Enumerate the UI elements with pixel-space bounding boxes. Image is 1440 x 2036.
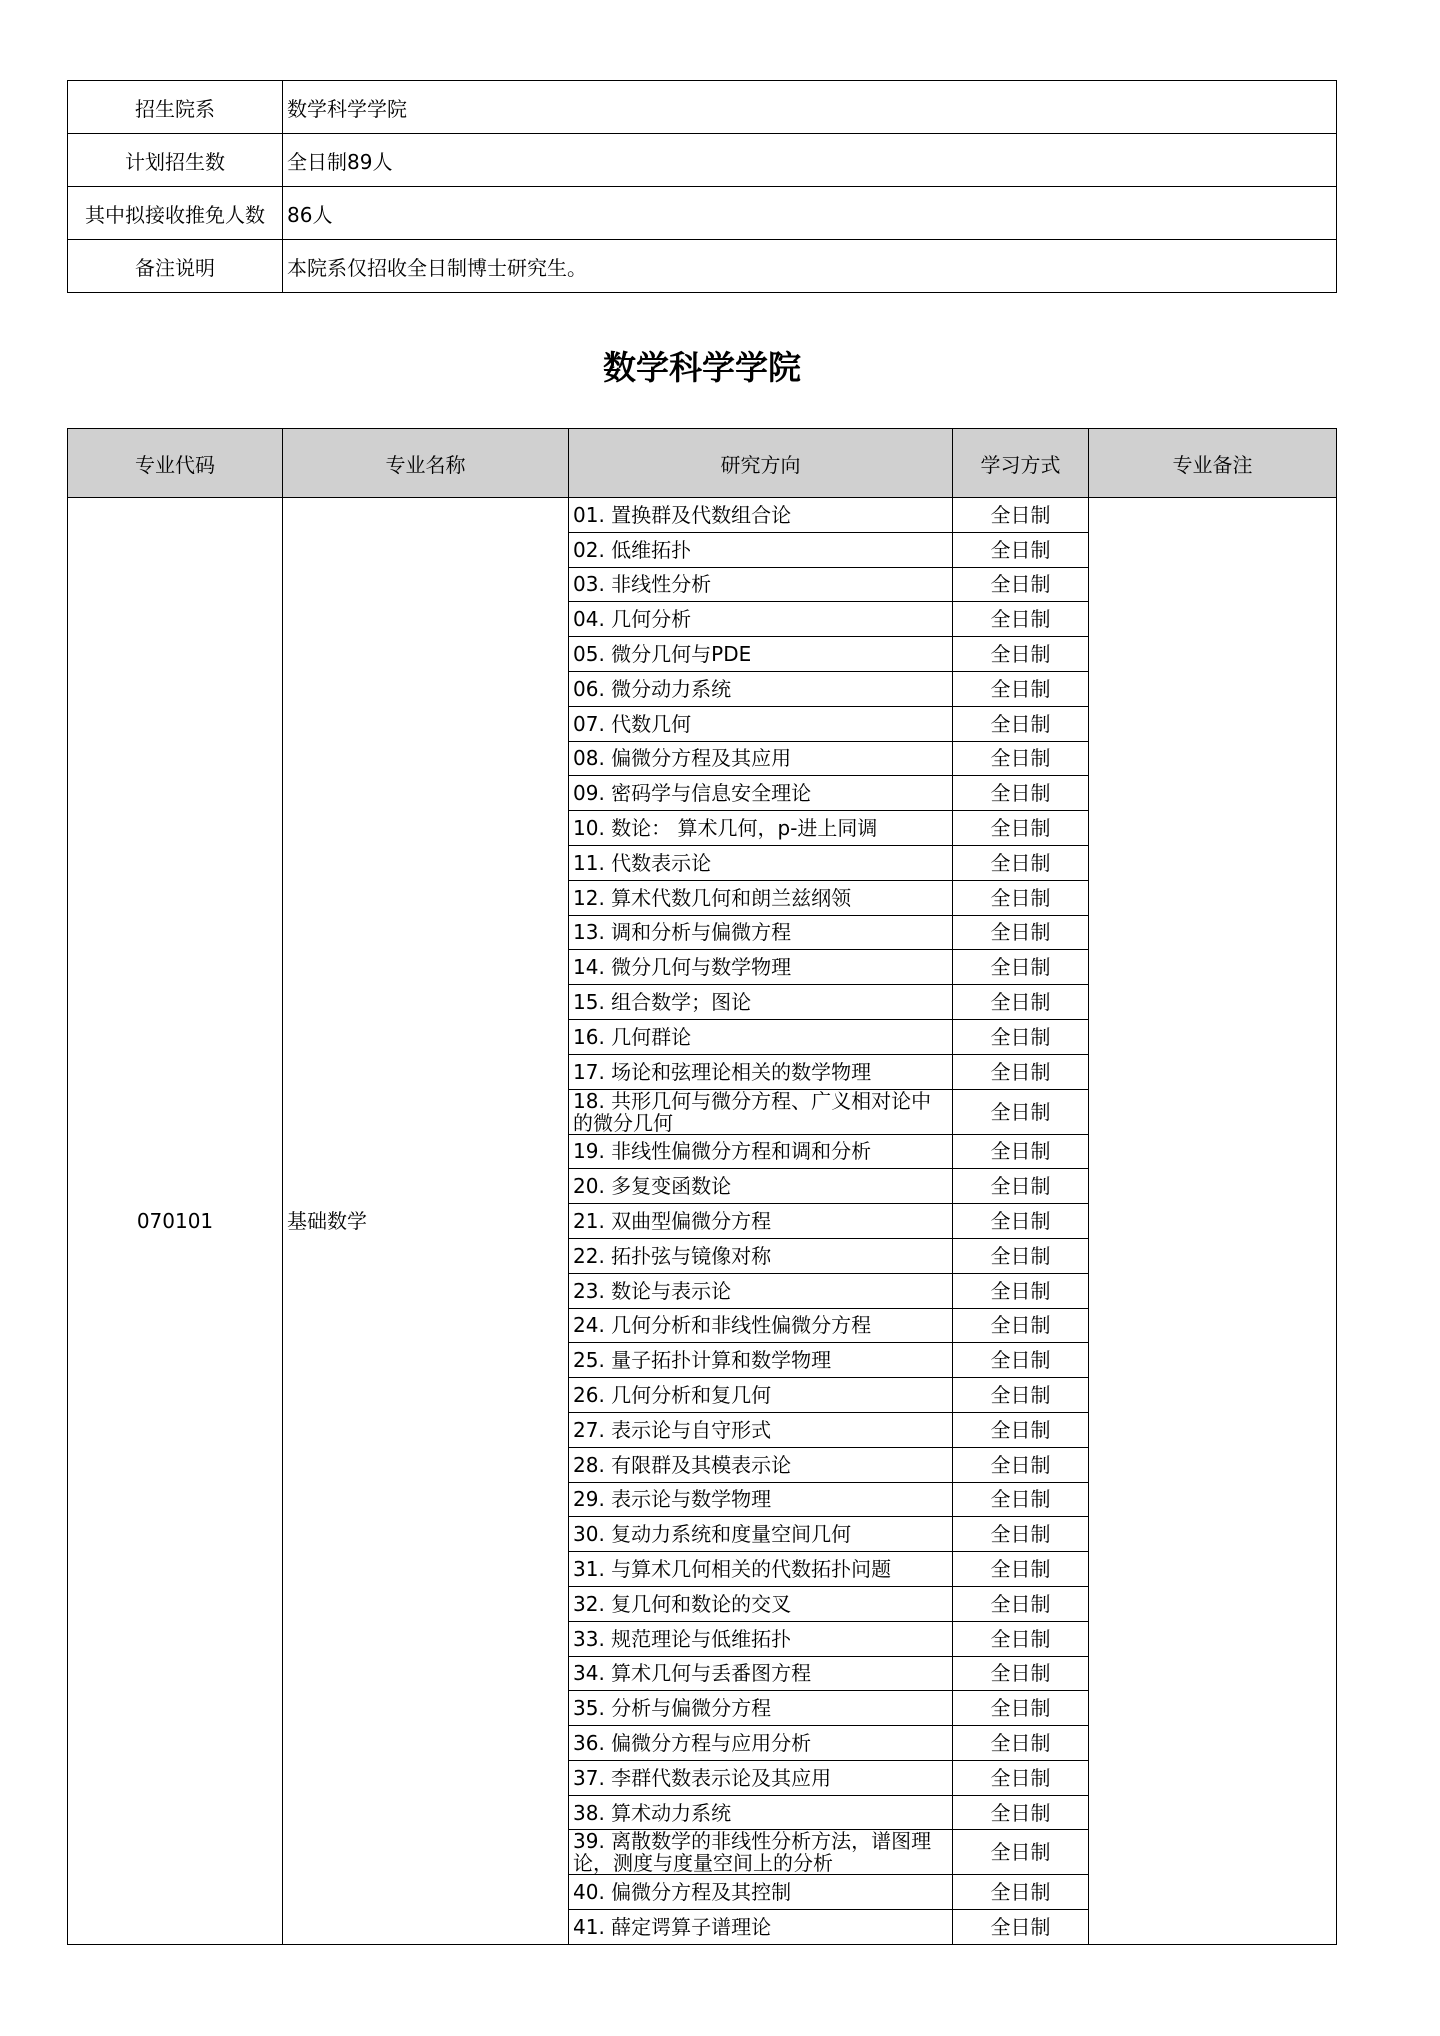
research-direction: 11. 代数表示论 [569, 845, 953, 880]
major-code: 070101 [68, 498, 283, 1945]
study-mode: 全日制 [953, 1726, 1089, 1761]
study-mode: 全日制 [953, 1089, 1089, 1134]
research-direction: 16. 几何群论 [569, 1019, 953, 1054]
research-direction: 03. 非线性分析 [569, 567, 953, 602]
study-mode: 全日制 [953, 1830, 1089, 1875]
study-mode: 全日制 [953, 1238, 1089, 1273]
research-direction: 30. 复动力系统和度量空间几何 [569, 1517, 953, 1552]
research-direction: 18. 共形几何与微分方程、广义相对论中的微分几何 [569, 1089, 953, 1134]
research-direction: 01. 置换群及代数组合论 [569, 498, 953, 533]
research-direction: 19. 非线性偏微分方程和调和分析 [569, 1134, 953, 1169]
column-header-name: 专业名称 [283, 429, 569, 498]
major-directions-table [67, 428, 1337, 1945]
research-direction: 10. 数论： 算术几何，p-进上同调 [569, 811, 953, 846]
info-value: 86人 [283, 187, 1337, 240]
info-label: 备注说明 [68, 240, 283, 293]
info-value: 全日制89人 [283, 134, 1337, 187]
research-direction: 37. 李群代数表示论及其应用 [569, 1760, 953, 1795]
column-header-mode: 学习方式 [953, 429, 1089, 498]
study-mode: 全日制 [953, 776, 1089, 811]
research-direction: 22. 拓扑弦与镜像对称 [569, 1238, 953, 1273]
study-mode: 全日制 [953, 1656, 1089, 1691]
info-row [68, 134, 1337, 187]
study-mode: 全日制 [953, 1412, 1089, 1447]
research-direction: 36. 偏微分方程与应用分析 [569, 1726, 953, 1761]
study-mode: 全日制 [953, 1134, 1089, 1169]
research-direction: 23. 数论与表示论 [569, 1273, 953, 1308]
major-note [1089, 498, 1337, 1945]
study-mode: 全日制 [953, 1273, 1089, 1308]
study-mode: 全日制 [953, 1204, 1089, 1239]
study-mode: 全日制 [953, 950, 1089, 985]
study-mode: 全日制 [953, 1019, 1089, 1054]
research-direction: 15. 组合数学；图论 [569, 985, 953, 1020]
study-mode: 全日制 [953, 1447, 1089, 1482]
study-mode: 全日制 [953, 1586, 1089, 1621]
study-mode: 全日制 [953, 1517, 1089, 1552]
table-row [68, 498, 1337, 533]
study-mode: 全日制 [953, 1875, 1089, 1910]
research-direction: 25. 量子拓扑计算和数学物理 [569, 1343, 953, 1378]
research-direction: 34. 算术几何与丢番图方程 [569, 1656, 953, 1691]
research-direction: 32. 复几何和数论的交叉 [569, 1586, 953, 1621]
research-direction: 26. 几何分析和复几何 [569, 1378, 953, 1413]
study-mode: 全日制 [953, 602, 1089, 637]
research-direction: 28. 有限群及其模表示论 [569, 1447, 953, 1482]
study-mode: 全日制 [953, 1054, 1089, 1089]
info-value: 数学科学学院 [283, 81, 1337, 134]
research-direction: 07. 代数几何 [569, 706, 953, 741]
research-direction: 14. 微分几何与数学物理 [569, 950, 953, 985]
research-direction: 31. 与算术几何相关的代数拓扑问题 [569, 1552, 953, 1587]
research-direction: 09. 密码学与信息安全理论 [569, 776, 953, 811]
info-label: 计划招生数 [68, 134, 283, 187]
study-mode: 全日制 [953, 1378, 1089, 1413]
info-label: 其中拟接收推免人数 [68, 187, 283, 240]
study-mode: 全日制 [953, 915, 1089, 950]
research-direction: 33. 规范理论与低维拓扑 [569, 1621, 953, 1656]
study-mode: 全日制 [953, 498, 1089, 533]
study-mode: 全日制 [953, 1308, 1089, 1343]
study-mode: 全日制 [953, 671, 1089, 706]
column-header-direction: 研究方向 [569, 429, 953, 498]
study-mode: 全日制 [953, 1910, 1089, 1945]
research-direction: 41. 薛定谔算子谱理论 [569, 1910, 953, 1945]
study-mode: 全日制 [953, 567, 1089, 602]
study-mode: 全日制 [953, 1482, 1089, 1517]
info-row [68, 187, 1337, 240]
research-direction: 29. 表示论与数学物理 [569, 1482, 953, 1517]
table-header-row [68, 429, 1337, 498]
research-direction: 38. 算术动力系统 [569, 1795, 953, 1830]
study-mode: 全日制 [953, 811, 1089, 846]
study-mode: 全日制 [953, 1552, 1089, 1587]
research-direction: 13. 调和分析与偏微方程 [569, 915, 953, 950]
research-direction: 12. 算术代数几何和朗兰兹纲领 [569, 880, 953, 915]
study-mode: 全日制 [953, 845, 1089, 880]
info-value: 本院系仅招收全日制博士研究生。 [283, 240, 1337, 293]
research-direction: 39. 离散数学的非线性分析方法，谱图理论，测度与度量空间上的分析 [569, 1830, 953, 1875]
study-mode: 全日制 [953, 1795, 1089, 1830]
research-direction: 06. 微分动力系统 [569, 671, 953, 706]
study-mode: 全日制 [953, 1760, 1089, 1795]
info-row [68, 240, 1337, 293]
page-title: 数学科学学院 [603, 348, 801, 387]
research-direction: 02. 低维拓扑 [569, 532, 953, 567]
research-direction: 17. 场论和弦理论相关的数学物理 [569, 1054, 953, 1089]
study-mode: 全日制 [953, 706, 1089, 741]
study-mode: 全日制 [953, 637, 1089, 672]
study-mode: 全日制 [953, 1343, 1089, 1378]
enrollment-info-table [67, 80, 1337, 293]
info-label: 招生院系 [68, 81, 283, 134]
research-direction: 20. 多复变函数论 [569, 1169, 953, 1204]
study-mode: 全日制 [953, 985, 1089, 1020]
column-header-note: 专业备注 [1089, 429, 1337, 498]
column-header-code: 专业代码 [68, 429, 283, 498]
research-direction: 35. 分析与偏微分方程 [569, 1691, 953, 1726]
study-mode: 全日制 [953, 880, 1089, 915]
research-direction: 08. 偏微分方程及其应用 [569, 741, 953, 776]
research-direction: 27. 表示论与自守形式 [569, 1412, 953, 1447]
major-name: 基础数学 [283, 498, 569, 1945]
research-direction: 21. 双曲型偏微分方程 [569, 1204, 953, 1239]
study-mode: 全日制 [953, 1621, 1089, 1656]
study-mode: 全日制 [953, 1169, 1089, 1204]
research-direction: 04. 几何分析 [569, 602, 953, 637]
study-mode: 全日制 [953, 1691, 1089, 1726]
info-row [68, 81, 1337, 134]
research-direction: 24. 几何分析和非线性偏微分方程 [569, 1308, 953, 1343]
research-direction: 40. 偏微分方程及其控制 [569, 1875, 953, 1910]
study-mode: 全日制 [953, 532, 1089, 567]
study-mode: 全日制 [953, 741, 1089, 776]
research-direction: 05. 微分几何与PDE [569, 637, 953, 672]
